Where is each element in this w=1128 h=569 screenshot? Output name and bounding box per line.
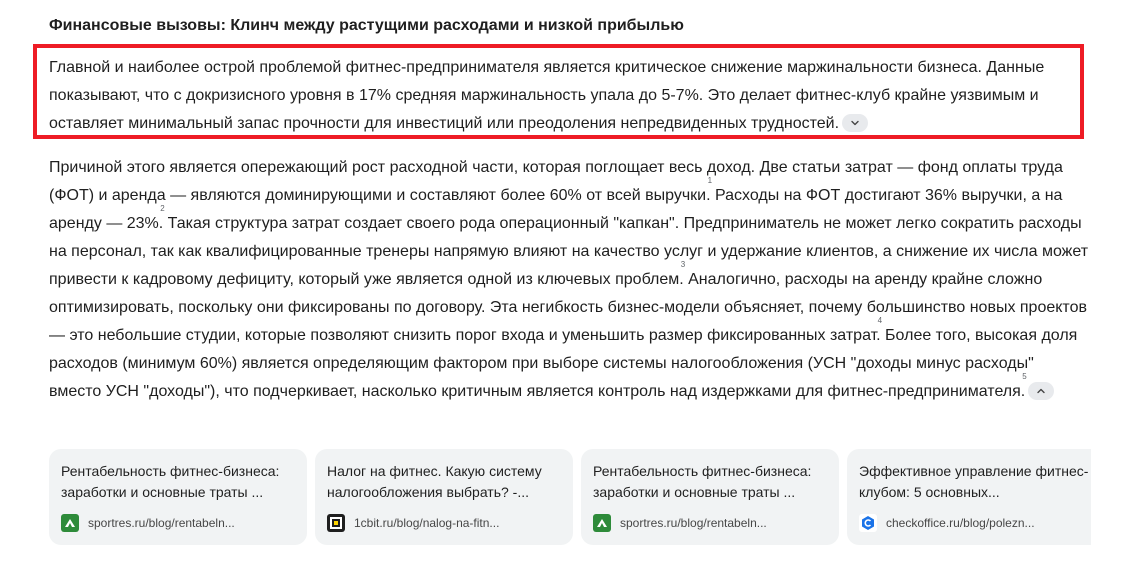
paragraph-text-3: Такая структура затрат создает своего рода операционный "капкан". Предприниматель не может легко сократить расходы на персонал, так как квалифицированные тренеры напрямую влияют на качество услуг и удержание клиентов, а снижение их числа может привести к кадровому дефициту, который уже является одной из ключевых проблем. <box>49 215 1089 288</box>
source-domain: 1cbit.ru/blog/nalog-na-fitn... <box>354 516 500 530</box>
source-card[interactable] <box>315 449 573 545</box>
paragraph-text: Главной и наиболее острой проблемой фитнес-предпринимателя является критическое снижение маржинальности бизнеса. Данные показывают, что с докризисного уровня в 17% средняя маржинальность упала до 5-7%. Это делает фитнес-клуб крайне уязвимым и оставляет минимальный запас прочности для инвестиций или преодоления непредвиденных трудностей. <box>49 59 1045 132</box>
paragraph-cost-structure: Причиной этого является опережающий рост расходной части, которая поглощает весь доход. Две статьи затрат — фонд оплаты труда (ФОТ) и аренда — являются доминирующими и составляют более 60% от всей выручки. 1 Расходы на ФОТ достигают 36% выручки, а на аренду — 23%. 2 Такая структура затрат создает своего рода операционный "капкан". Предприниматель не может легко сократить расходы на персонал, так как квалифицированные тренеры напрямую влияют на качество услуг и удержание клиентов, а снижение их числа может привести к кадровому дефициту, который уже является одной из ключевых проблем. 3 Аналогично, расходы на аренду крайне сложно оптимизировать, поскольку они фиксированы по договору. Эта негибкость бизнес-модели объясняет, почему большинство новых проектов — это небольшие студии, которые позволяют снизить порог входа и уменьшить размер фиксированных затрат. 4 Более того, высокая доля расходов (минимум 60%) является определяющим фактором при выборе системы налогообложения (УСН "доходы минус расходы" вместо УСН "доходы"), что подчеркивает, насколько критичным является контроль над издержками для фитнес-предпринимателя. 5 <box>49 159 1089 400</box>
source-link <box>327 514 499 532</box>
sportres-favicon <box>593 514 611 532</box>
source-card[interactable] <box>847 449 1091 545</box>
source-domain: sportres.ru/blog/rentabeln... <box>88 516 235 530</box>
source-cards <box>49 449 1091 545</box>
source-title: Рентабельность фитнес-бизнеса: заработки и основные траты ... <box>61 463 280 500</box>
source-domain: checkoffice.ru/blog/polezn... <box>886 516 1035 530</box>
1cbit-favicon <box>327 514 345 532</box>
source-title: Эффективное управление фитнес-клубом: 5 основных... <box>859 463 1089 500</box>
source-domain: sportres.ru/blog/rentabeln... <box>620 516 767 530</box>
paragraph-margin-decline <box>49 54 1089 138</box>
expand-toggle-button[interactable] <box>1028 382 1054 400</box>
source-link <box>859 514 1035 532</box>
source-title: Рентабельность фитнес-бизнеса: заработки и основные траты ... <box>593 463 812 500</box>
sportres-favicon <box>61 514 79 532</box>
section-heading: Финансовые вызовы: Клинч между растущими расходами и низкой прибылью <box>49 17 684 34</box>
source-card[interactable] <box>581 449 839 545</box>
source-link <box>61 514 235 532</box>
source-link <box>593 514 767 532</box>
collapse-toggle-button[interactable] <box>842 114 868 132</box>
paragraph-text-2: Расходы на ФОТ достигают 36% выручки, а на аренду — 23%. <box>49 187 1063 232</box>
checkoffice-favicon <box>859 514 877 532</box>
paragraph-text-4: Аналогично, расходы на аренду крайне сложно оптимизировать, поскольку они фиксированы по договору. Эта негибкость бизнес-модели объясняет, почему большинство новых проектов — это небольшие студии, которые позволяют снизить порог входа и уменьшить размер фиксированных затрат. <box>49 271 1087 344</box>
chevron-down-icon <box>850 118 860 128</box>
paragraph-text-5: Более того, высокая доля расходов (минимум 60%) является определяющим фактором при выборе системы налогообложения (УСН "доходы минус расходы" вместо УСН "доходы"), что подчеркивает, насколько критичным является контроль над издержками для фитнес-предпринимателя. <box>49 327 1078 400</box>
source-title: Налог на фитнес. Какую систему налогообложения выбрать? -... <box>327 463 542 500</box>
source-card[interactable] <box>49 449 307 545</box>
paragraph-text-1: Причиной этого является опережающий рост расходной части, которая поглощает весь доход. Две статьи затрат — фонд оплаты труда (ФОТ) и аренда — являются доминирующими и составляют более 60% от всей выручки. <box>49 159 1063 204</box>
chevron-up-icon <box>1036 386 1046 396</box>
